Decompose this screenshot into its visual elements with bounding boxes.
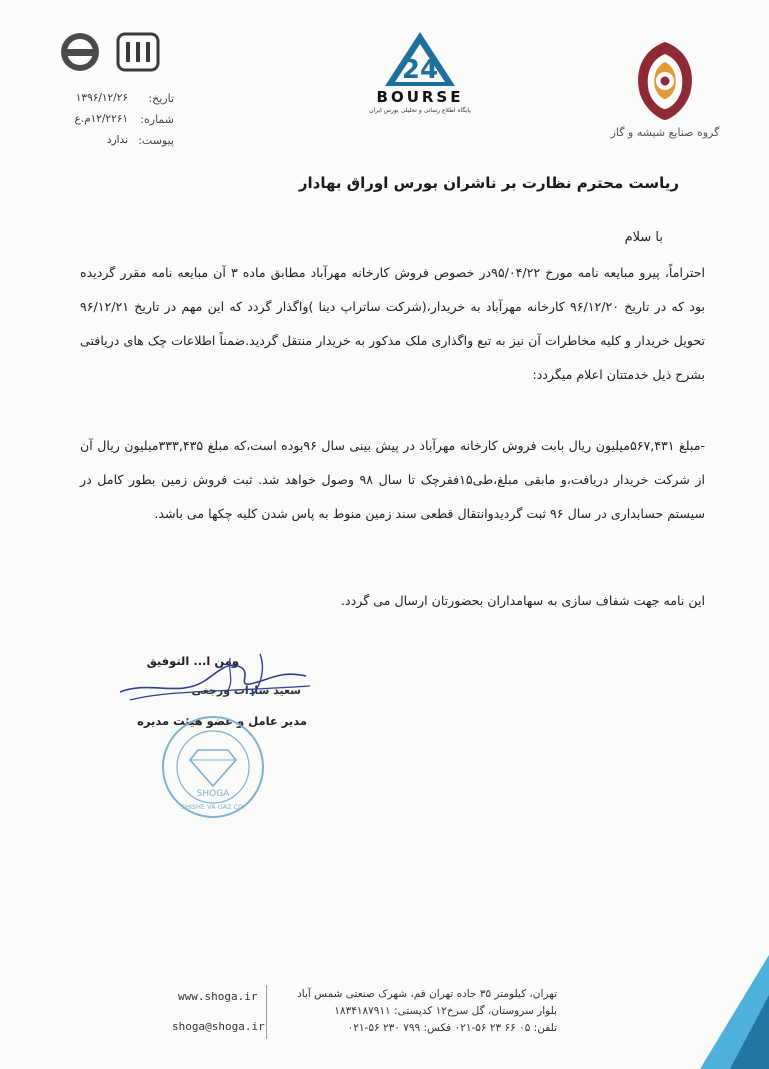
meta-date-label: تاریخ: [148, 92, 174, 105]
meta-attachment-value: ندارد [106, 134, 128, 146]
letter-greeting: با سلام [624, 230, 663, 245]
diamond-icon [190, 750, 236, 786]
letter-paragraph-2: -مبلغ ۵۶۷,۴۳۱میلیون ریال بابت فروش کارخانه مهرآباد در پیش بینی سال ۹۶بوده است،که مبلغ ۳۳۳,۴۳۵میلیون ریال آن از شرکت خریدار دریافت،و مابقی مبلغ،طی۱۵فقرچک تا سال ۹۸ وصول خواهد شد. ثبت فروش زمین بطور کامل در سیستم حسابداری در سال ۹۶ ثبت گردیدوانتقال قطعی سند زمین منوط به پاس شدن کلیه چکها می باشد. [80, 438, 706, 521]
footer-address-line-1: تهران، کیلومتر ۳۵ جاده تهران قم، شهرک صنعتی شمس آباد [297, 988, 557, 1000]
company-name: گروه صنایع شیشه و گاز [610, 126, 720, 139]
handwritten-signature [110, 640, 320, 710]
corner-decoration-icon [680, 955, 769, 1069]
footer-address [257, 986, 557, 1037]
signer-name: سعید سادات ورجغی [191, 684, 301, 697]
letter-paragraph-3: این نامه جهت شفاف سازی به سهامداران بحضورتان ارسال می گردد. [341, 593, 705, 608]
meta-attachment-label: پیوست: [138, 134, 174, 147]
svg-text:24: 24 [401, 55, 439, 85]
shoga-emblem-icon [628, 38, 702, 124]
signer-title: مدیر عامل و عضو هیئت مدیره [137, 714, 307, 728]
bourse-wordmark: BOURSE [376, 88, 464, 106]
company-stamp [158, 712, 268, 822]
standard-mark-icon [118, 34, 158, 70]
bourse-logo [355, 30, 485, 114]
meta-number [40, 109, 180, 130]
stamp-subtext: SHISHE VA GAZ CO. [180, 803, 246, 811]
letter-meta [40, 88, 180, 151]
letter-closing: ومن ا... التوفیق [146, 654, 239, 668]
footer-website[interactable]: www.shoga.ir [178, 990, 258, 1003]
meta-attachment [40, 130, 180, 151]
meta-number-label: شماره: [140, 113, 174, 126]
letter-paragraph-1: احتراماً، پیرو مبایعه نامه مورخ ۹۵/۰۴/۲۲در خصوص فروش کارخانه مهرآباد مطابق ماده ۳ آن مبایعه نامه مقرر گردیده بود که در تاریخ ۹۶/۱۲/۲۰ کارخانه مهرآباد به خریدار،(شرکت ساتراپ دینا )واگذار گردد که این مهم در تاریخ ۹۶/۱۲/۲۱ تحویل خریدار و کلیه مخاطرات آن نیز به تبع واگذاری ملک مذکور به خریدار منتقل گردید.ضمناً اطلاعات چک های دریافتی بشرح ذیل خدمتتان اعلام میگردد: [80, 265, 705, 382]
footer-address-line-2: بلوار سروستان، گل سرخ۱۲ کدپستی: ۱۸۳۴۱۸۷۹۱۱ [334, 1005, 557, 1017]
stamp-text: SHOGA [196, 789, 230, 799]
company-logo [600, 38, 730, 139]
meta-number-value: ۱۲/۲۲۶۱م.ع [74, 113, 128, 125]
iso-certificate-icon [61, 33, 99, 71]
footer-email[interactable]: shoga@shoga.ir [172, 1020, 265, 1033]
letter-heading: ریاست محترم نظارت بر ناشران بورس اوراق بهادار [298, 174, 679, 192]
meta-date [40, 88, 180, 109]
certification-logos [60, 30, 170, 74]
meta-date-value: ۱۳۹۶/۱۲/۲۶ [75, 92, 128, 104]
bourse-subtitle: پایگاه اطلاع رسانی و تحلیلی بورس ایران [369, 107, 471, 114]
footer-address-line-3: تلفن: ۰۵ ۶۶ ۲۳ ۵۶-۰۲۱ فکس: ۷۹۹ ۲۳۰ ۵۶-۰۲۱ [347, 1022, 557, 1034]
bourse-emblem-icon [383, 30, 457, 88]
